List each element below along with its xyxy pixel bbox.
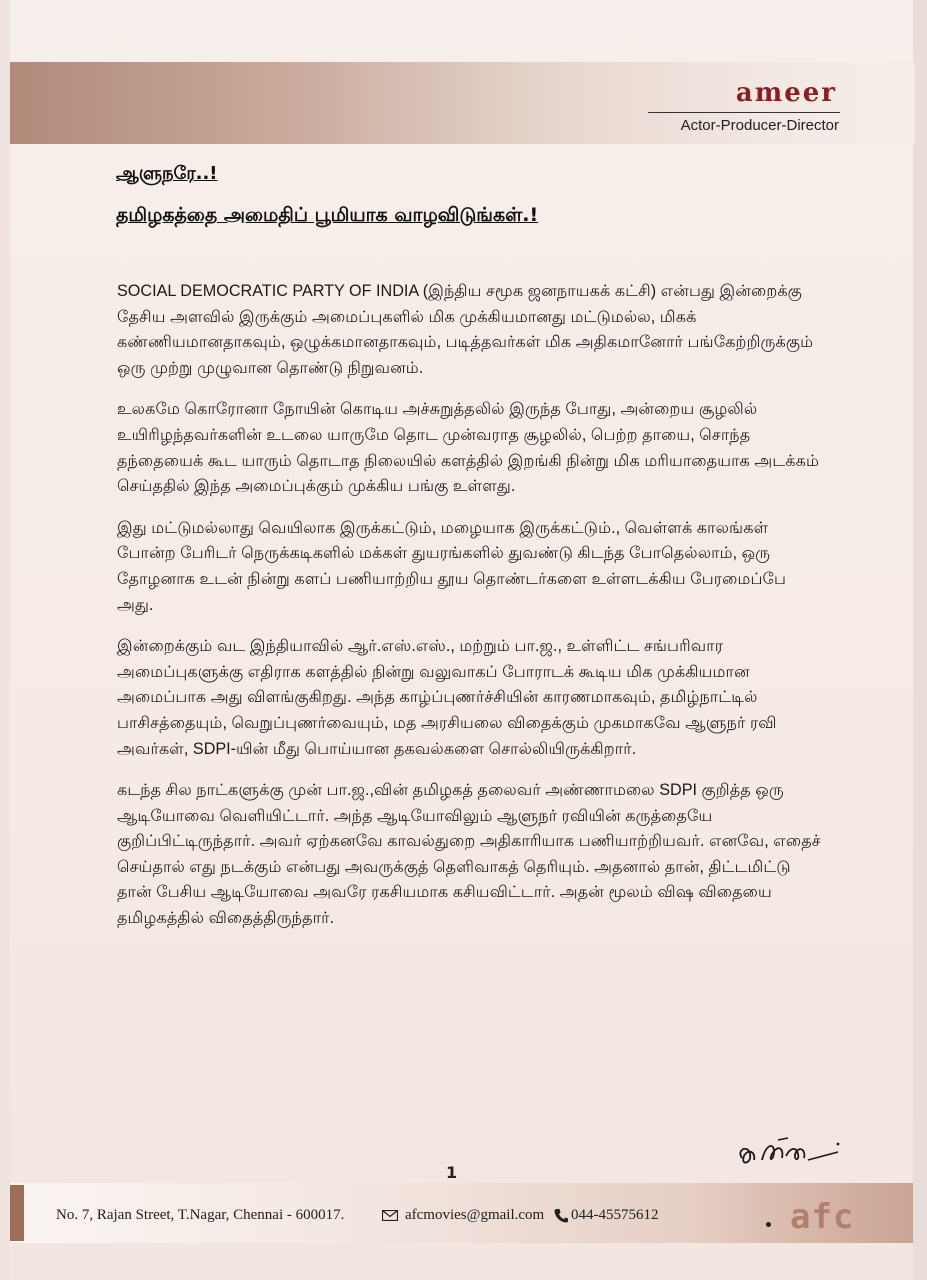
letterhead-role: Actor-Producer-Director: [680, 117, 839, 134]
letter-salutation: ஆளுநரே..!: [116, 163, 218, 184]
handwritten-signature: [734, 1130, 844, 1175]
body-paragraph: உலகமே கொரோனா நோயின் கொடிய அச்சுறுத்தலில் இருந்த போது, அன்றைய சூழலில் உயிரிழந்தவர்களின் உடலை யாருமே தொட முன்வராத சூழலில், பெற்ற தாயை, சொந்த தந்தையைக் கூட யாரும் தொடாத நிலையில் களத்தில் இறங்கி நின்று மிக மரியாதையாக அடக்கம் செய்ததில் இந்த அமைப்புக்கும் முக்கிய பங்கு உள்ளது.: [117, 400, 820, 496]
footer-logo: afc: [790, 1197, 855, 1237]
page-edge-right: [913, 0, 927, 1280]
page-edge-left: [0, 0, 10, 1280]
footer-phone[interactable]: 044-45575612: [571, 1207, 659, 1223]
mail-icon: [382, 1210, 398, 1221]
body-paragraph: இன்றைக்கும் வட இந்தியாவில் ஆர்.எஸ்.எஸ்., மற்றும் பா.ஜ., உள்ளிட்ட சங்பரிவார அமைப்புகளுக்கு எதிராக களத்தில் நின்று வலுவாகப் போராடக் கூடிய மிக முக்கியமான அமைப்பாக அது விளங்குகிறது. அந்த காழ்ப்புணர்ச்சியின் காரணமாகவும், தமிழ்நாட்டில் பாசிசத்தையும், வெறுப்புணர்வையும், மத அரசியலை விதைக்கும் முகமாகவே ஆளுநர் ரவி அவர்கள், SDPI-யின் மீது பொய்யான தகவல்களை சொல்லியிருக்கிறார்.: [117, 637, 777, 758]
letterhead-divider: [648, 112, 840, 113]
body-paragraph: கடந்த சில நாட்களுக்கு முன் பா.ஜ.,வின் தமிழகத் தலைவர் அண்ணாமலை SDPI குறித்த ஒரு ஆடியோவை வெளியிட்டார். அந்த ஆடியோவிலும் ஆளுநர் ரவியின் கருத்தையே குறிப்பிட்டிருந்தார். அவர் ஏற்கனவே காவல்துறை அதிகாரியாக பணியாற்றியவர். எனவே, எதைச் செய்தால் எது நடக்கும் என்பது அவருக்குத் தெளிவாகத் தெரியும். அதனால் தான், திட்டமிட்டு தான் பேசிய ஆடியோவை அவரே ரகசியமாக கசியவிட்டார். அதன் மூலம் விஷ விதையை தமிழகத்தில் விதைத்திருந்தார்.: [117, 781, 821, 928]
footer-accent-bar: [10, 1185, 24, 1241]
letterhead-brand: ameer: [735, 78, 837, 108]
page-number: 1: [446, 1163, 458, 1182]
body-paragraph: இது மட்டுமல்லாது வெயிலாக இருக்கட்டும், மழையாக இருக்கட்டும்., வெள்ளக் காலங்கள் போன்ற பேரிடர் நெருக்கடிகளில் மக்கள் துயரங்களில் துவண்டு கிடந்த போதெல்லாம், ஒரு தோழனாக உடன் நின்று களப் பணியாற்றிய தூய தொண்டர்களை உள்ளடக்கிய பேரமைப்பே அது.: [117, 518, 787, 614]
footer-email[interactable]: afcmovies@gmail.com: [405, 1207, 545, 1223]
letter-body: [117, 279, 827, 948]
body-paragraph: SOCIAL DEMOCRATIC PARTY OF INDIA (இந்திய சமூக ஜனநாயகக் கட்சி) என்பது இன்றைக்கு தேசிய அளவில் இருக்கும் அமைப்புகளில் மிக முக்கியமானது மட்டுமல்ல, மிகக் கண்ணியமானதாகவும், ஒழுக்கமானதாகவும், படித்தவர்கள் மிக அதிகமானோர் பங்கேற்றிருக்கும் ஒரு முற்று முழுவான தொண்டு நிறுவனம்.: [117, 282, 814, 377]
letter-headline: தமிழகத்தை அமைதிப் பூமியாக வாழவிடுங்கள்.!: [116, 204, 539, 226]
footer-address: No. 7, Rajan Street, T.Nagar, Chennai - 600017.: [56, 1207, 345, 1223]
footer-bullet: [766, 1222, 771, 1227]
phone-icon: [554, 1208, 568, 1223]
